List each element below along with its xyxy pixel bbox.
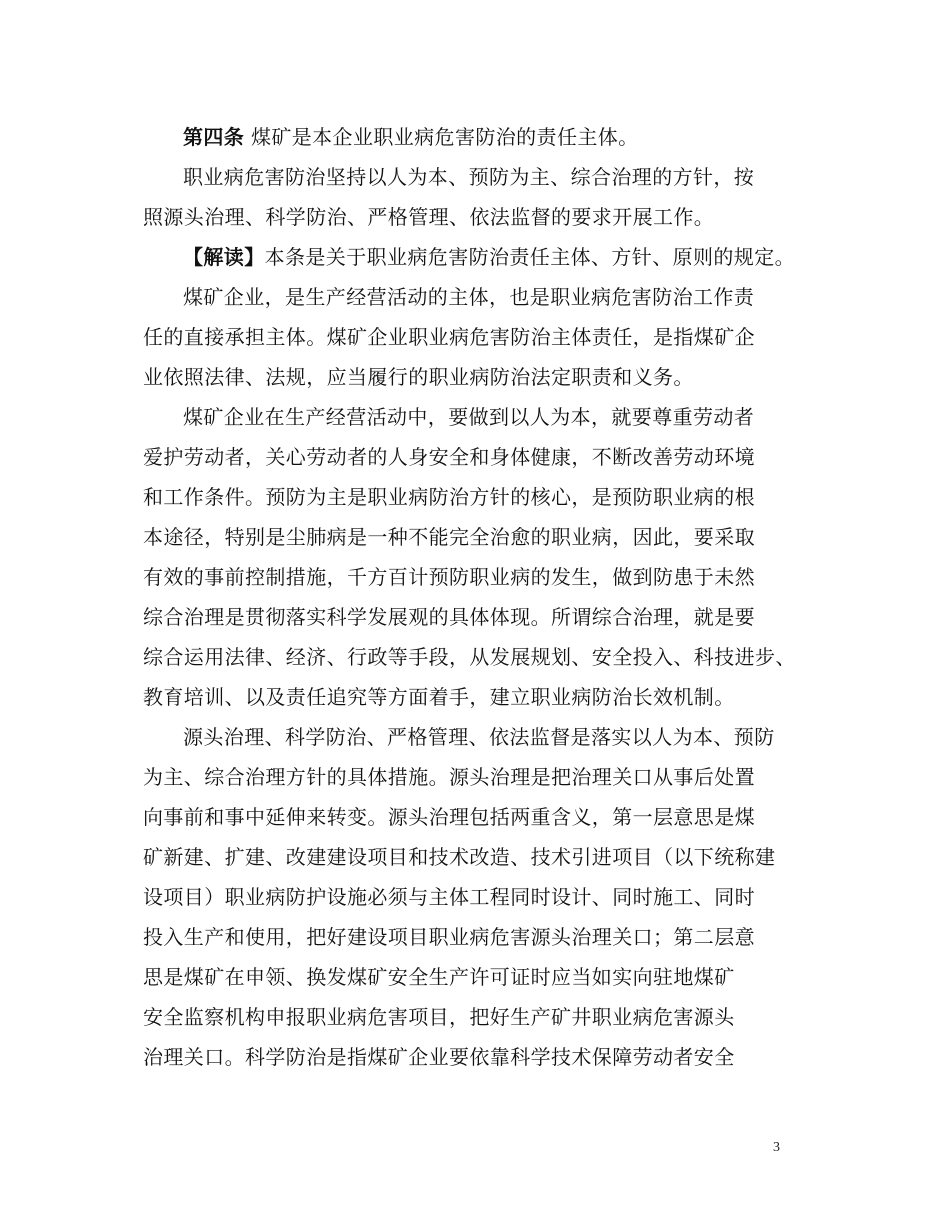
paragraph-line: 业依照法律、法规，应当履行的职业病防治法定职责和义务。	[143, 365, 694, 389]
paragraph-line: 综合运用法律、经济、行政等手段，从发展规划、安全投入、科技进步、	[143, 645, 796, 669]
paragraph-line: 和工作条件。预防为主是职业病防治方针的核心，是预防职业病的根	[143, 485, 755, 509]
paragraph-line: 为主、综合治理方针的具体措施。源头治理是把治理关口从事后处置	[143, 765, 755, 789]
paragraph-line: 安全监察机构申报职业病危害项目，把好生产矿井职业病危害源头	[143, 1005, 735, 1029]
paragraph-line: 爱护劳动者，关心劳动者的人身安全和身体健康，不断改善劳动环境	[143, 445, 755, 469]
interpretation-label: 【解读】	[183, 245, 265, 269]
page-number: 3	[773, 1140, 780, 1155]
principle-line: 照源头治理、科学防治、严格管理、依法监督的要求开展工作。	[143, 205, 715, 229]
paragraph-line: 有效的事前控制措施，千方百计预防职业病的发生，做到防患于未然	[143, 565, 755, 589]
article-heading-line	[143, 117, 803, 157]
interpretation-line	[143, 237, 803, 277]
paragraph-line: 向事前和事中延伸来转变。源头治理包括两重含义，第一层意思是煤	[143, 805, 755, 829]
paragraph-line: 综合治理是贯彻落实科学发展观的具体体现。所谓综合治理，就是要	[143, 605, 755, 629]
principle-line: 职业病危害防治坚持以人为本、预防为主、综合治理的方针，按	[183, 165, 755, 189]
paragraph-line: 投入生产和使用，把好建设项目职业病危害源头治理关口；第二层意	[143, 925, 755, 949]
paragraph-line: 治理关口。科学防治是指煤矿企业要依靠科学技术保障劳动者安全	[143, 1045, 735, 1069]
article-number: 第四条	[183, 125, 245, 149]
article-heading-text: 煤矿是本企业职业病危害防治的责任主体。	[244, 125, 639, 149]
paragraph-line: 教育培训、以及责任追究等方面着手，建立职业病防治长效机制。	[143, 685, 735, 709]
paragraph-line: 本途径，特别是尘肺病是一种不能完全治愈的职业病，因此，要采取	[143, 525, 755, 549]
interpretation-intro: 本条是关于职业病危害防治责任主体、方针、原则的规定。	[264, 245, 796, 269]
paragraph-line: 煤矿企业，是生产经营活动的主体，也是职业病危害防治工作责	[183, 285, 755, 309]
paragraph-line: 思是煤矿在申领、换发煤矿安全生产许可证时应当如实向驻地煤矿	[143, 965, 735, 989]
paragraph-line: 煤矿企业在生产经营活动中，要做到以人为本，就要尊重劳动者	[183, 405, 755, 429]
paragraph-line: 任的直接承担主体。煤矿企业职业病危害防治主体责任，是指煤矿企	[143, 325, 755, 349]
body-text	[143, 117, 803, 1077]
paragraph-line: 设项目）职业病防护设施必须与主体工程同时设计、同时施工、同时	[143, 885, 755, 909]
paragraph-line: 源头治理、科学防治、严格管理、依法监督是落实以人为本、预防	[183, 725, 775, 749]
paragraph-line: 矿新建、扩建、改建建设项目和技术改造、技术引进项目（以下统称建	[143, 845, 776, 869]
